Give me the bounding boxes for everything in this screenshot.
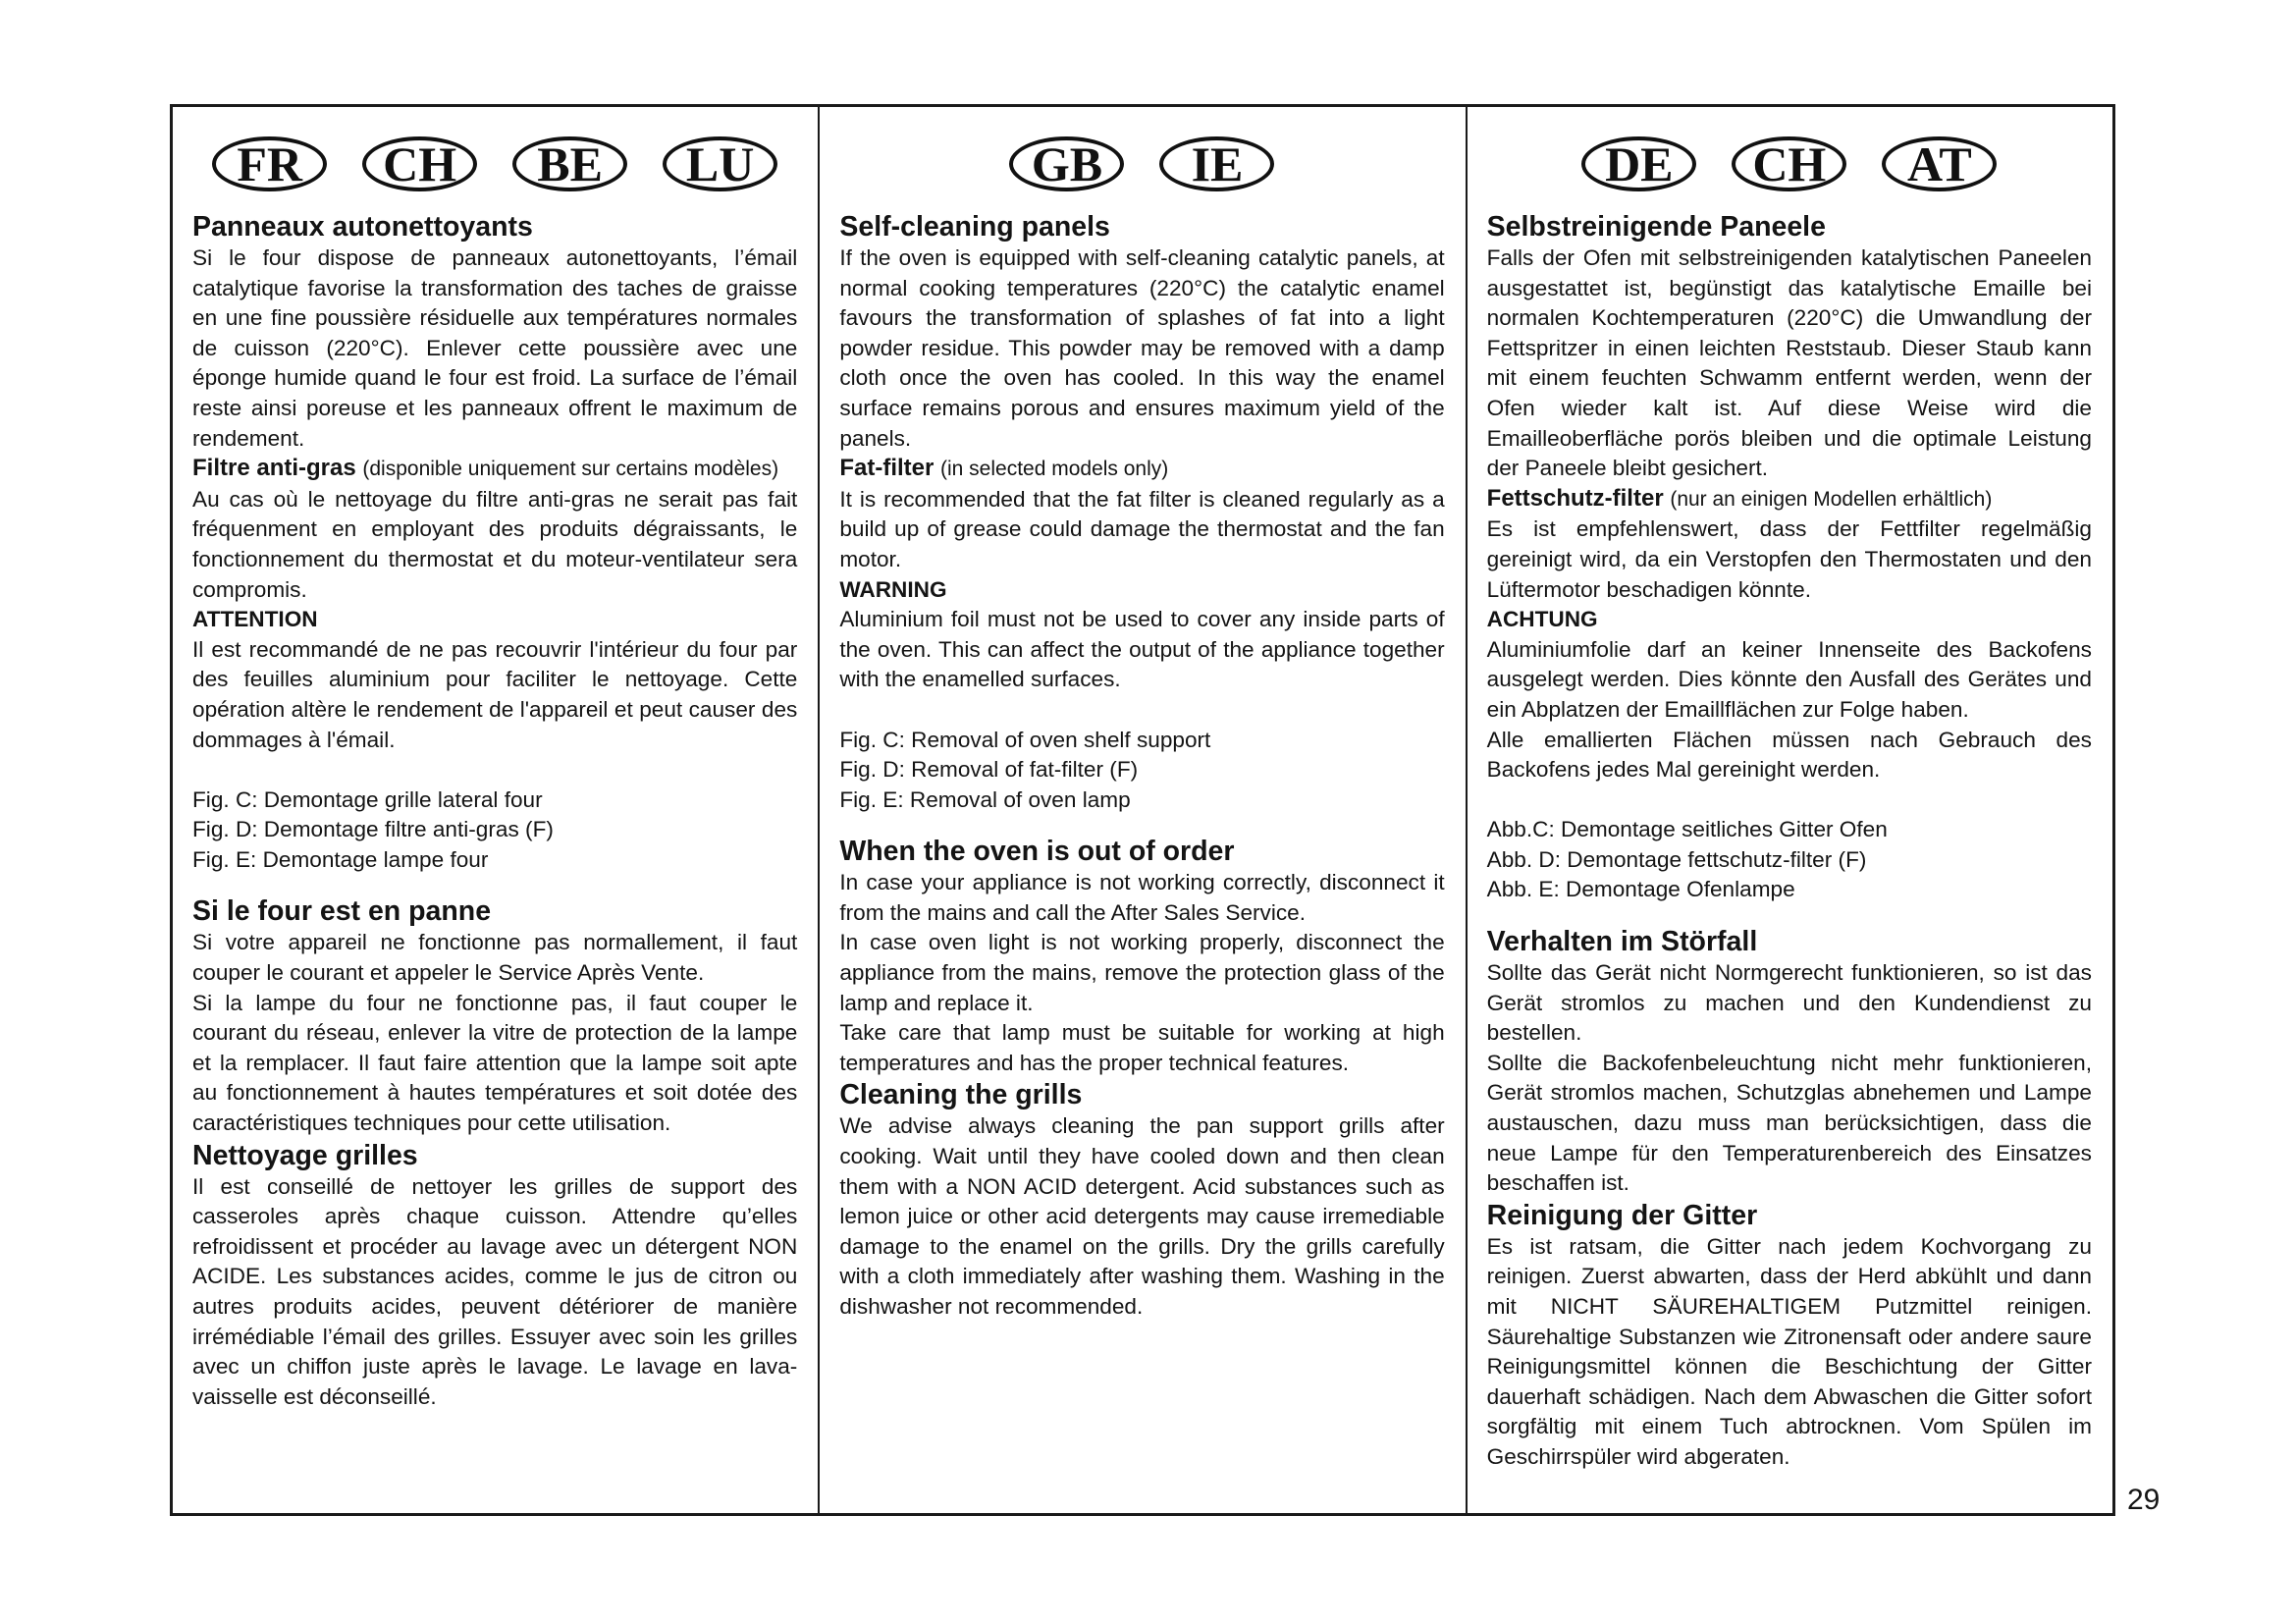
subsection-title-text: Filtre anti-gras [192,455,356,482]
figure-caption: Fig. D: Removal of fat-filter (F) [839,757,1139,783]
country-badge: CH [1732,136,1846,191]
figure-caption: Fig. C: Removal of oven shelf support [839,727,1211,752]
country-badge: DE [1581,136,1696,191]
column-de [1466,107,2112,1513]
figure-caption: Fig. E: Demontage lampe four [192,846,489,872]
country-badge: AT [1882,136,1997,191]
section-text: Es ist empfehlenswert, dass der Fettfilter regelmäßig gereinigt wird, da ein Verstopfen den Thermostaten und den Lüftermotor beschadigen könnte. [1486,516,2092,602]
section-title: Self-cleaning panels [839,211,1110,243]
section-text: Sollte das Gerät nicht Normgerecht funktionieren, so ist das Gerät stromlos zu machen und den Kundendienst zu bestellen. [1486,960,2092,1046]
country-badges [1487,107,2092,210]
section-text: Si le four dispose de panneaux autonettoyants, l’émail catalytique favorise la transformation des taches de graisse en une fine poussière résiduelle aux températures normales de cuisson (220°C). Enlever cette poussière avec une éponge humide quand le four est froid. La surface de l’émail reste ainsi poreuse et les panneaux offrent le maximum de rendement. [192,245,798,451]
section-text: If the oven is equipped with self-cleaning catalytic panels, at normal cooking temperatures (220°C) the catalytic enamel favours the transformation of splashes of fat into a light powder residue. This powder may be removed with a damp cloth once the oven has cooled. In this way the enamel surface remains porous and ensures maximum yield of the panels. [839,245,1445,451]
country-badge: GB [1009,136,1124,191]
section-title: Cleaning the grills [839,1079,1083,1111]
section-title: Nettoyage grilles [192,1139,418,1171]
figure-list [1487,815,2092,905]
figure-caption: Abb.C: Demontage seitliches Gitter Ofen [1486,817,1888,842]
section-text: We advise always cleaning the pan support grills after cooking. Wait until they have cooled down and then clean them with a NON ACID detergent. Acid substances such as lemon juice or other acid detergents may cause irremediable damage to the enamel on the grills. Dry the grills carefully with a cloth immediately after washing them. Washing in the dishwasher not recommended. [839,1113,1445,1319]
section-text: Au cas où le nettoyage du filtre anti-gras ne serait pas fait fréquenment en employant des produits dégraissants, le fonctionnement du thermostat et du moteur-ventilateur sera compromis. [192,486,798,602]
page-number: 29 [2127,1484,2161,1516]
warning-text: Aluminiumfolie darf an keiner Innenseite des Backofens ausgelegt werden. Dies könnte den Ausfall des Gerätes und ein Abplatzen der Emaillflächen zur Folge haben. [1486,636,2092,722]
section-text: Take care that lamp must be suitable for working at high temperatures and has the proper technical features. [839,1020,1445,1075]
figure-list [839,726,1444,816]
figure-caption: Fig. E: Removal of oven lamp [839,786,1131,812]
warning-text: Alle emallierten Flächen müssen nach Gebrauch des Backofens jedes Mal gereinight werden. [1486,727,2092,783]
section-text: It is recommended that the fat filter is cleaned regularly as a build up of grease could damage the thermostat and the fan motor. [839,486,1445,571]
warning-text: Il est recommandé de ne pas recouvrir l'intérieur du four par des feuilles aluminium pour faciliter le nettoyage. Cette opération altère le rendement de l'appareil et peut causer des dommages à l'émail. [192,636,798,752]
section-title: Verhalten im Störfall [1486,926,1758,958]
column-fr [173,107,818,1513]
section-title: Si le four est en panne [192,895,492,928]
country-badge: LU [663,136,777,191]
section-text: Si la lampe du four ne fonctionne pas, il faut couper le courant du réseau, enlever la vitre de protection de la lampe et la remplacer. Il faut faire attention que la lampe soit apte au fonctionnement à hautes températures et soit dotée des caractéristiques techniques pour cette utilisation. [192,990,798,1136]
country-badge: BE [512,136,627,191]
country-badge: FR [212,136,327,191]
section-text: Falls der Ofen mit selbstreinigenden katalytischen Paneelen ausgestattet ist, begünstigt das katalytische Emaille bei normalen Kochtemperaturen (220°C) die Umwandlung der Fettspritzer in einen leichten Reststaub. Dieser Staub kann mit einem feuchten Schwamm entfernt werden, wenn der Ofen wieder kalt ist. Auf diese Weise wird die Emailleoberfläche porös bleiben und die optimale Leistung der Paneele bleibt gesichert. [1486,245,2092,481]
section-text: Il est conseillé de nettoyer les grilles de support des casseroles après chaque cuisson. Attendre qu’elles refroidissent et procéder au lavage avec un détergent NON ACIDE. Les substances acides, comme le jus de citron ou autres produits acides, peuvent détériorer de manière irrémédiable l’émail des grilles. Essuyer avec soin les grilles avec un chiffon juste après le lavage. Le lavage en lava-vaisselle est déconseillé. [192,1173,798,1409]
section-title: Selbstreinigende Paneele [1486,211,1826,243]
section-text: Sollte die Backofenbeleuchtung nicht mehr funktionieren, Gerät stromlos machen, Schutzglas abnehemen und Lampe austauschen, dazu muss man berücksichtigen, dass die neue Lampe für den Temperaturenbereich des Einsatzes beschaffen ist. [1486,1050,2092,1196]
warning-title: WARNING [839,576,947,602]
section-text: Si votre appareil ne fonctionne pas normallement, il faut couper le courant et appeler le Service Après Vente. [192,930,798,986]
figure-caption: Abb. D: Demontage fettschutz-filter (F) [1486,846,1867,872]
subsection-title [839,454,1444,485]
subsection-title [192,454,797,485]
column-gb [818,107,1465,1513]
figure-caption: Fig. D: Demontage filtre anti-gras (F) [192,817,554,842]
section-title: Panneaux autonettoyants [192,211,533,243]
section-title: Reinigung der Gitter [1486,1199,1758,1231]
figure-caption: Fig. C: Demontage grille lateral four [192,786,543,812]
subsection-title [1487,484,2092,515]
subsection-note: (in selected models only) [940,458,1169,481]
section-text: In case oven light is not working properly, disconnect the appliance from the mains, remove the protection glass of the lamp and replace it. [839,930,1445,1015]
warning-title: ACHTUNG [1486,607,1598,632]
figure-caption: Abb. E: Demontage Ofenlampe [1486,877,1795,902]
country-badges [192,107,797,210]
section-text: Es ist ratsam, die Gitter nach jedem Kochvorgang zu reinigen. Zuerst abwarten, dass der Herd abkühlt und dann mit NICHT SÄUREHALTIGEM Putzmittel reinigen. Säurehaltige Substanzen wie Zitronensaft oder andere saure Reinigungsmittel können die Beschichtung der Gitter dauerhaft schädigen. Nach dem Abwaschen die Gitter sofort sorgfältig mit einem Tuch abtrocknen. Vom Spülen im Geschirrspüler wird abgeraten. [1486,1233,2092,1469]
page-frame [170,104,2115,1516]
country-badge: CH [362,136,477,191]
country-badge: IE [1159,136,1274,191]
subsection-title-text: Fat-filter [839,455,934,482]
subsection-note: (disponible uniquement sur certains modèles) [362,458,779,481]
subsection-title-text: Fettschutz-filter [1486,484,1664,512]
warning-title: ATTENTION [192,607,318,632]
country-badges [839,107,1444,210]
section-title: When the oven is out of order [839,836,1235,868]
warning-text: Aluminium foil must not be used to cover any inside parts of the oven. This can affect the output of the appliance together with the enamelled surfaces. [839,607,1445,692]
subsection-note: (nur an einigen Modellen erhältlich) [1670,487,1993,511]
section-text: In case your appliance is not working correctly, disconnect it from the mains and call the After Sales Service. [839,870,1445,925]
figure-list [192,785,797,876]
